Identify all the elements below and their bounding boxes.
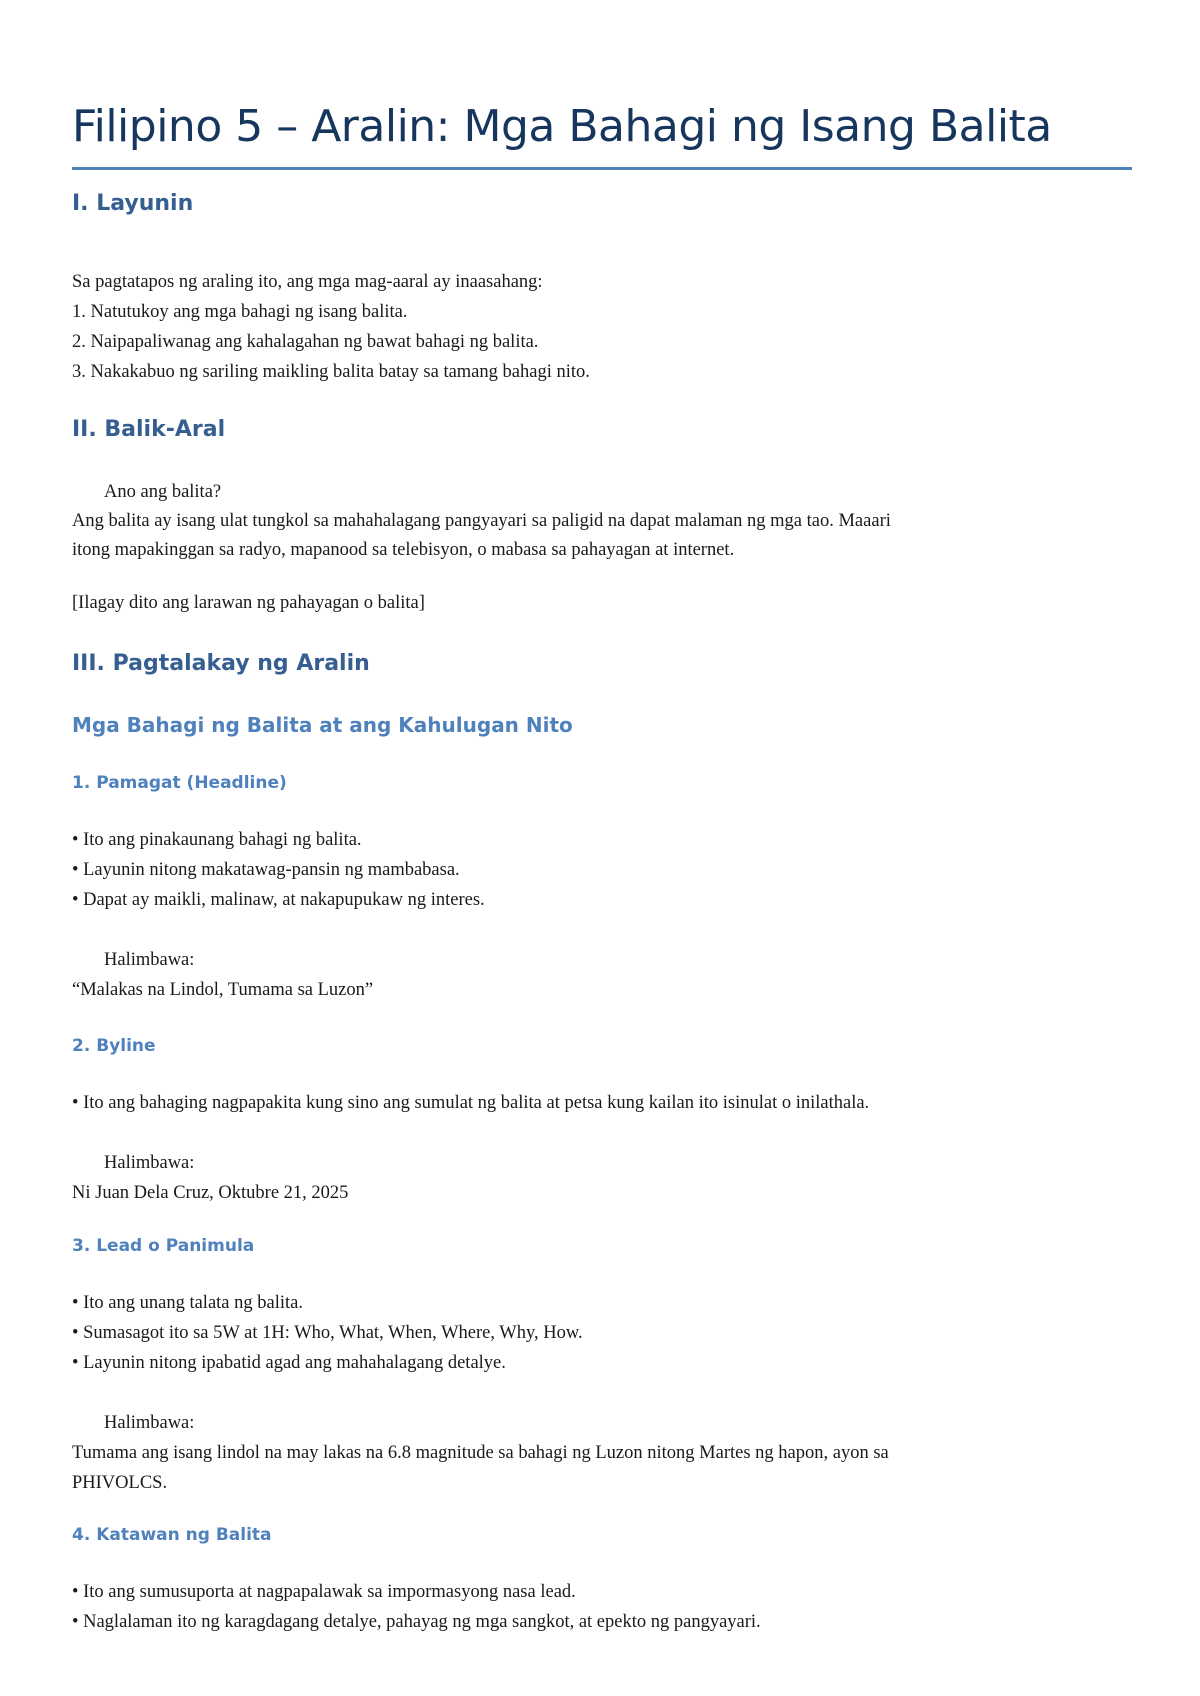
- part-heading-pamagat: 1. Pamagat (Headline): [72, 773, 287, 793]
- bullet-item: • Sumasagot ito sa 5W at 1H: Who, What, When, Where, Why, How.: [72, 1323, 583, 1343]
- example-text: Ni Juan Dela Cruz, Oktubre 21, 2025: [72, 1183, 349, 1203]
- example-label: Halimbawa:: [104, 950, 195, 970]
- bullet-item: • Ito ang pinakaunang bahagi ng balita.: [72, 830, 362, 850]
- document-title: Filipino 5 – Aralin: Mga Bahagi ng Isang Balita: [72, 101, 1052, 152]
- paragraph-line: itong mapakinggan sa radyo, mapanood sa telebisyon, o mabasa sa pahayagan at internet.: [72, 540, 735, 560]
- example-text: “Malakas na Lindol, Tumama sa Luzon”: [72, 980, 374, 1000]
- section-heading-layunin: I. Layunin: [72, 191, 194, 216]
- example-text: PHIVOLCS.: [72, 1473, 168, 1493]
- part-heading-byline: 2. Byline: [72, 1036, 156, 1056]
- list-item: 3. Nakakabuo ng sariling maikling balita batay sa tamang bahagi nito.: [72, 362, 590, 382]
- subheading-mga-bahagi: Mga Bahagi ng Balita at ang Kahulugan Nito: [72, 713, 573, 737]
- balik-aral-question: Ano ang balita?: [104, 482, 222, 502]
- list-item: 2. Naipapaliwanag ang kahalagahan ng bawat bahagi ng balita.: [72, 332, 539, 352]
- part-heading-katawan: 4. Katawan ng Balita: [72, 1525, 272, 1545]
- list-item: 1. Natutukoy ang mga bahagi ng isang balita.: [72, 302, 408, 322]
- example-label: Halimbawa:: [104, 1153, 195, 1173]
- bullet-item: • Ito ang unang talata ng balita.: [72, 1293, 303, 1313]
- section-heading-pagtalakay: III. Pagtalakay ng Aralin: [72, 651, 370, 676]
- bullet-item: • Layunin nitong makatawag-pansin ng mambabasa.: [72, 860, 460, 880]
- bullet-item: • Ito ang bahaging nagpapakita kung sino ang sumulat ng balita at petsa kung kailan ito isinulat o inilathala.: [72, 1093, 870, 1113]
- example-label: Halimbawa:: [104, 1413, 195, 1433]
- paragraph-line: Ang balita ay isang ulat tungkol sa mahahalagang pangyayari sa paligid na dapat malaman ng mga tao. Maaari: [72, 511, 891, 531]
- image-placeholder-text: [Ilagay dito ang larawan ng pahayagan o balita]: [72, 593, 425, 613]
- section-heading-balik-aral: II. Balik-Aral: [72, 417, 226, 442]
- title-underline: [72, 167, 1132, 170]
- bullet-item: • Layunin nitong ipabatid agad ang mahahalagang detalye.: [72, 1353, 506, 1373]
- part-heading-lead: 3. Lead o Panimula: [72, 1236, 255, 1256]
- bullet-item: • Naglalaman ito ng karagdagang detalye, pahayag ng mga sangkot, at epekto ng pangyayari.: [72, 1612, 761, 1632]
- bullet-item: • Ito ang sumusuporta at nagpapalawak sa impormasyong nasa lead.: [72, 1582, 576, 1602]
- bullet-item: • Dapat ay maikli, malinaw, at nakapupukaw ng interes.: [72, 890, 485, 910]
- layunin-intro: Sa pagtatapos ng araling ito, ang mga mag-aaral ay inaasahang:: [72, 272, 543, 292]
- example-text: Tumama ang isang lindol na may lakas na 6.8 magnitude sa bahagi ng Luzon nitong Martes ng hapon, ayon sa: [72, 1443, 889, 1463]
